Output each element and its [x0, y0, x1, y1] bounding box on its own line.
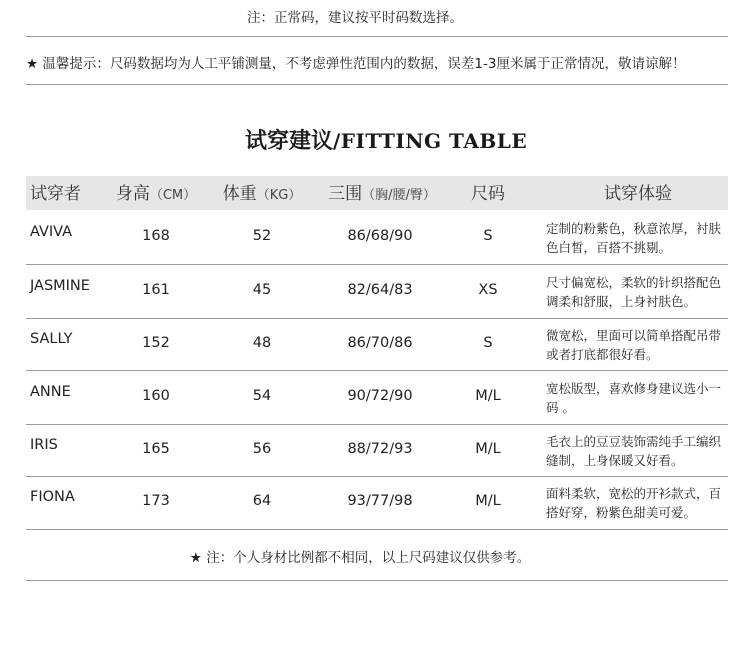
cell-height: 161 — [142, 281, 170, 298]
header-tester: 试穿者 — [30, 184, 81, 204]
top-note: 注：正常码，建议按平时码数选择。 — [247, 10, 463, 26]
cell-weight: 56 — [252, 440, 272, 457]
table-row — [26, 425, 728, 476]
cell-weight: 45 — [252, 281, 272, 298]
cell-measure: 93/77/98 — [347, 493, 413, 509]
cell-height: 152 — [142, 334, 170, 351]
cell-experience: 微宽松，里面可以简单搭配吊带或者打底都很好看。 — [546, 327, 722, 362]
cell-height: 165 — [142, 440, 170, 457]
header-weight: 体重（KG） — [222, 184, 302, 204]
tester-name: ANNE — [30, 383, 71, 400]
cell-measure: 88/72/93 — [347, 440, 413, 457]
cell-weight: 52 — [252, 227, 272, 244]
bottom-note: ★ 注：个人身材比例都不相同，以上尺码建议仅供参考。 — [189, 550, 531, 566]
row-divider — [26, 529, 728, 530]
cell-size: XS — [478, 281, 498, 298]
table-row — [26, 265, 728, 318]
cell-measure: 90/72/90 — [347, 387, 413, 404]
header-experience: 试穿体验 — [604, 184, 672, 204]
cell-experience: 尺寸偏宽松，柔软的针织搭配色调柔和舒服，上身衬肤色。 — [546, 274, 722, 309]
divider-tip — [26, 84, 728, 85]
cell-measure: 82/64/83 — [347, 281, 413, 298]
cell-height: 173 — [142, 493, 170, 509]
cell-experience: 毛衣上的豆豆装饰需纯手工编织缝制，上身保暖又好看。 — [546, 433, 722, 468]
cell-size: M/L — [475, 387, 501, 404]
table-row — [26, 371, 728, 424]
tester-name: FIONA — [30, 489, 75, 505]
cell-height: 168 — [142, 227, 170, 244]
cell-weight: 54 — [252, 387, 272, 404]
cell-height: 160 — [142, 387, 170, 404]
cell-measure: 86/68/90 — [347, 227, 413, 244]
cell-size: S — [483, 227, 493, 244]
header-size: 尺码 — [471, 184, 505, 204]
header-measure: 三围（胸/腰/臀） — [328, 184, 436, 204]
cell-size: M/L — [475, 440, 501, 457]
header-height: 身高（CM） — [115, 184, 197, 204]
divider-top — [26, 36, 728, 37]
title-cn: 试穿建议 — [244, 129, 333, 154]
cell-size: S — [483, 334, 493, 351]
table-row — [26, 477, 728, 529]
table-row — [26, 319, 728, 370]
cell-size: M/L — [475, 493, 501, 509]
title-en: /FITTING TABLE — [332, 129, 528, 153]
tester-name: AVIVA — [30, 223, 73, 240]
cell-weight: 48 — [252, 334, 272, 351]
table-row — [26, 211, 728, 264]
page-title — [0, 124, 750, 155]
cell-weight: 64 — [252, 493, 272, 509]
table-header — [26, 176, 728, 210]
tester-name: SALLY — [30, 330, 73, 347]
cell-experience: 宽松版型，喜欢修身建议选小一码 。 — [546, 380, 722, 415]
tester-name: JASMINE — [30, 277, 90, 294]
divider-bottom — [26, 580, 728, 581]
tester-name: IRIS — [30, 436, 58, 453]
cell-measure: 86/70/86 — [347, 334, 413, 351]
cell-experience: 面料柔软，宽松的开衫款式，百搭好穿，粉紫色甜美可爱。 — [546, 486, 722, 520]
cell-experience: 定制的粉紫色，秋意浓厚，衬肤色白皙，百搭不挑剔。 — [546, 220, 722, 255]
tip-text: ★ 温馨提示：尺码数据均为人工平铺测量，不考虑弹性范围内的数据，误差1-3厘米属于正常情况，敬请谅解！ — [26, 56, 686, 72]
